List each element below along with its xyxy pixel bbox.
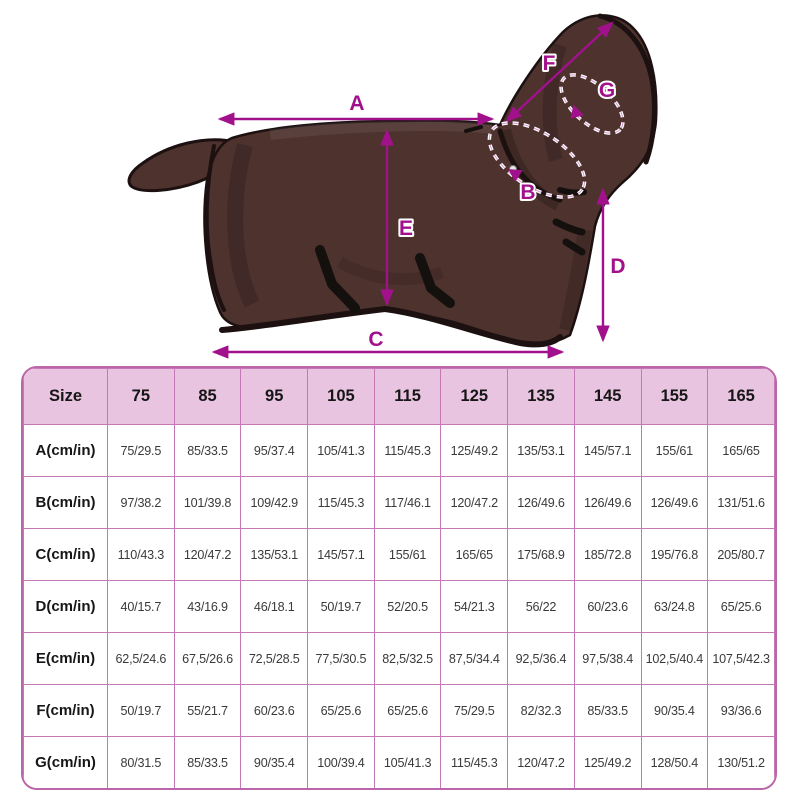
measure-value-cell: 125/49.2 xyxy=(441,425,508,477)
measure-value-cell: 55/21.7 xyxy=(174,685,241,737)
measure-value-cell: 128/50.4 xyxy=(641,737,708,789)
measure-value-cell: 63/24.8 xyxy=(641,581,708,633)
measure-value-cell: 102,5/40.4 xyxy=(641,633,708,685)
measure-value-cell: 100/39.4 xyxy=(308,737,375,789)
measure-row-label: F(cm/in) xyxy=(24,685,108,737)
measure-value-cell: 60/23.6 xyxy=(574,581,641,633)
measure-value-cell: 56/22 xyxy=(508,581,575,633)
measure-row-label: E(cm/in) xyxy=(24,633,108,685)
measure-row-label: C(cm/in) xyxy=(24,529,108,581)
measure-value-cell: 72,5/28.5 xyxy=(241,633,308,685)
rug-body xyxy=(205,15,657,344)
measure-value-cell: 92,5/36.4 xyxy=(508,633,575,685)
measure-value-cell: 80/31.5 xyxy=(108,737,175,789)
measure-row-label: B(cm/in) xyxy=(24,477,108,529)
measure-value-cell: 205/80.7 xyxy=(708,529,775,581)
measure-value-cell: 85/33.5 xyxy=(174,425,241,477)
measure-value-cell: 85/33.5 xyxy=(174,737,241,789)
measure-label-c: C xyxy=(368,328,384,351)
measure-value-cell: 85/33.5 xyxy=(574,685,641,737)
measure-value-cell: 87,5/34.4 xyxy=(441,633,508,685)
measure-value-cell: 97,5/38.4 xyxy=(574,633,641,685)
measure-row xyxy=(24,685,775,737)
size-column-header: 145 xyxy=(574,369,641,425)
measure-value-cell: 54/21.3 xyxy=(441,581,508,633)
measure-value-cell: 97/38.2 xyxy=(108,477,175,529)
measure-label-a: A xyxy=(349,92,365,115)
measure-value-cell: 75/29.5 xyxy=(441,685,508,737)
measure-label-f: F xyxy=(542,52,556,75)
horse-rug-illustration xyxy=(129,15,656,344)
measure-value-cell: 40/15.7 xyxy=(108,581,175,633)
measure-value-cell: 120/47.2 xyxy=(441,477,508,529)
measure-value-cell: 120/47.2 xyxy=(508,737,575,789)
measure-row xyxy=(24,529,775,581)
measure-value-cell: 175/68.9 xyxy=(508,529,575,581)
measure-value-cell: 101/39.8 xyxy=(174,477,241,529)
measure-row-label: A(cm/in) xyxy=(24,425,108,477)
measure-value-cell: 43/16.9 xyxy=(174,581,241,633)
measure-value-cell: 115/45.3 xyxy=(374,425,441,477)
measure-value-cell: 65/25.6 xyxy=(708,581,775,633)
measure-value-cell: 75/29.5 xyxy=(108,425,175,477)
measure-value-cell: 67,5/26.6 xyxy=(174,633,241,685)
measure-value-cell: 50/19.7 xyxy=(308,581,375,633)
measure-value-cell: 135/53.1 xyxy=(508,425,575,477)
measure-value-cell: 145/57.1 xyxy=(574,425,641,477)
size-column-header: 85 xyxy=(174,369,241,425)
size-column-header: 115 xyxy=(374,369,441,425)
measure-label-g: G xyxy=(598,79,616,102)
table-header-row xyxy=(24,369,775,425)
measure-row xyxy=(24,425,775,477)
horse-rug-diagram xyxy=(0,0,800,366)
measure-value-cell: 105/41.3 xyxy=(308,425,375,477)
measure-value-cell: 90/35.4 xyxy=(641,685,708,737)
measure-row-label: D(cm/in) xyxy=(24,581,108,633)
measure-row xyxy=(24,633,775,685)
measure-value-cell: 195/76.8 xyxy=(641,529,708,581)
size-column-header: 155 xyxy=(641,369,708,425)
measure-row-label: G(cm/in) xyxy=(24,737,108,789)
size-column-header: 95 xyxy=(241,369,308,425)
measure-value-cell: 165/65 xyxy=(708,425,775,477)
measure-value-cell: 135/53.1 xyxy=(241,529,308,581)
measure-label-d: D xyxy=(610,255,626,278)
measure-value-cell: 110/43.3 xyxy=(108,529,175,581)
measure-row xyxy=(24,581,775,633)
measure-value-cell: 165/65 xyxy=(441,529,508,581)
measure-value-cell: 52/20.5 xyxy=(374,581,441,633)
measure-value-cell: 107,5/42.3 xyxy=(708,633,775,685)
size-column-header: 165 xyxy=(708,369,775,425)
measure-value-cell: 131/51.6 xyxy=(708,477,775,529)
measure-value-cell: 82/32.3 xyxy=(508,685,575,737)
measure-row xyxy=(24,477,775,529)
measure-value-cell: 126/49.6 xyxy=(574,477,641,529)
size-column-header: 135 xyxy=(508,369,575,425)
measure-label-e: E xyxy=(398,217,414,240)
measure-value-cell: 82,5/32.5 xyxy=(374,633,441,685)
measure-value-cell: 105/41.3 xyxy=(374,737,441,789)
measure-value-cell: 130/51.2 xyxy=(708,737,775,789)
measure-value-cell: 46/18.1 xyxy=(241,581,308,633)
measure-value-cell: 155/61 xyxy=(374,529,441,581)
size-table-body xyxy=(24,425,775,789)
measure-row xyxy=(24,737,775,789)
measure-value-cell: 185/72.8 xyxy=(574,529,641,581)
measure-value-cell: 145/57.1 xyxy=(308,529,375,581)
measure-value-cell: 126/49.6 xyxy=(641,477,708,529)
size-column-header: 105 xyxy=(308,369,375,425)
measure-value-cell: 50/19.7 xyxy=(108,685,175,737)
measure-value-cell: 126/49.6 xyxy=(508,477,575,529)
measure-value-cell: 93/36.6 xyxy=(708,685,775,737)
measure-value-cell: 90/35.4 xyxy=(241,737,308,789)
size-header-cell: Size xyxy=(24,369,108,425)
measure-value-cell: 109/42.9 xyxy=(241,477,308,529)
measure-value-cell: 120/47.2 xyxy=(174,529,241,581)
size-table xyxy=(23,368,775,789)
measure-value-cell: 77,5/30.5 xyxy=(308,633,375,685)
measure-value-cell: 115/45.3 xyxy=(441,737,508,789)
size-column-header: 75 xyxy=(108,369,175,425)
measure-label-b: B xyxy=(520,181,536,204)
measure-value-cell: 115/45.3 xyxy=(308,477,375,529)
measure-value-cell: 65/25.6 xyxy=(374,685,441,737)
measure-value-cell: 65/25.6 xyxy=(308,685,375,737)
measure-value-cell: 60/23.6 xyxy=(241,685,308,737)
measure-value-cell: 155/61 xyxy=(641,425,708,477)
size-column-header: 125 xyxy=(441,369,508,425)
measure-value-cell: 117/46.1 xyxy=(374,477,441,529)
measure-value-cell: 62,5/24.6 xyxy=(108,633,175,685)
measure-value-cell: 125/49.2 xyxy=(574,737,641,789)
measure-value-cell: 95/37.4 xyxy=(241,425,308,477)
size-table-wrap xyxy=(21,366,777,790)
